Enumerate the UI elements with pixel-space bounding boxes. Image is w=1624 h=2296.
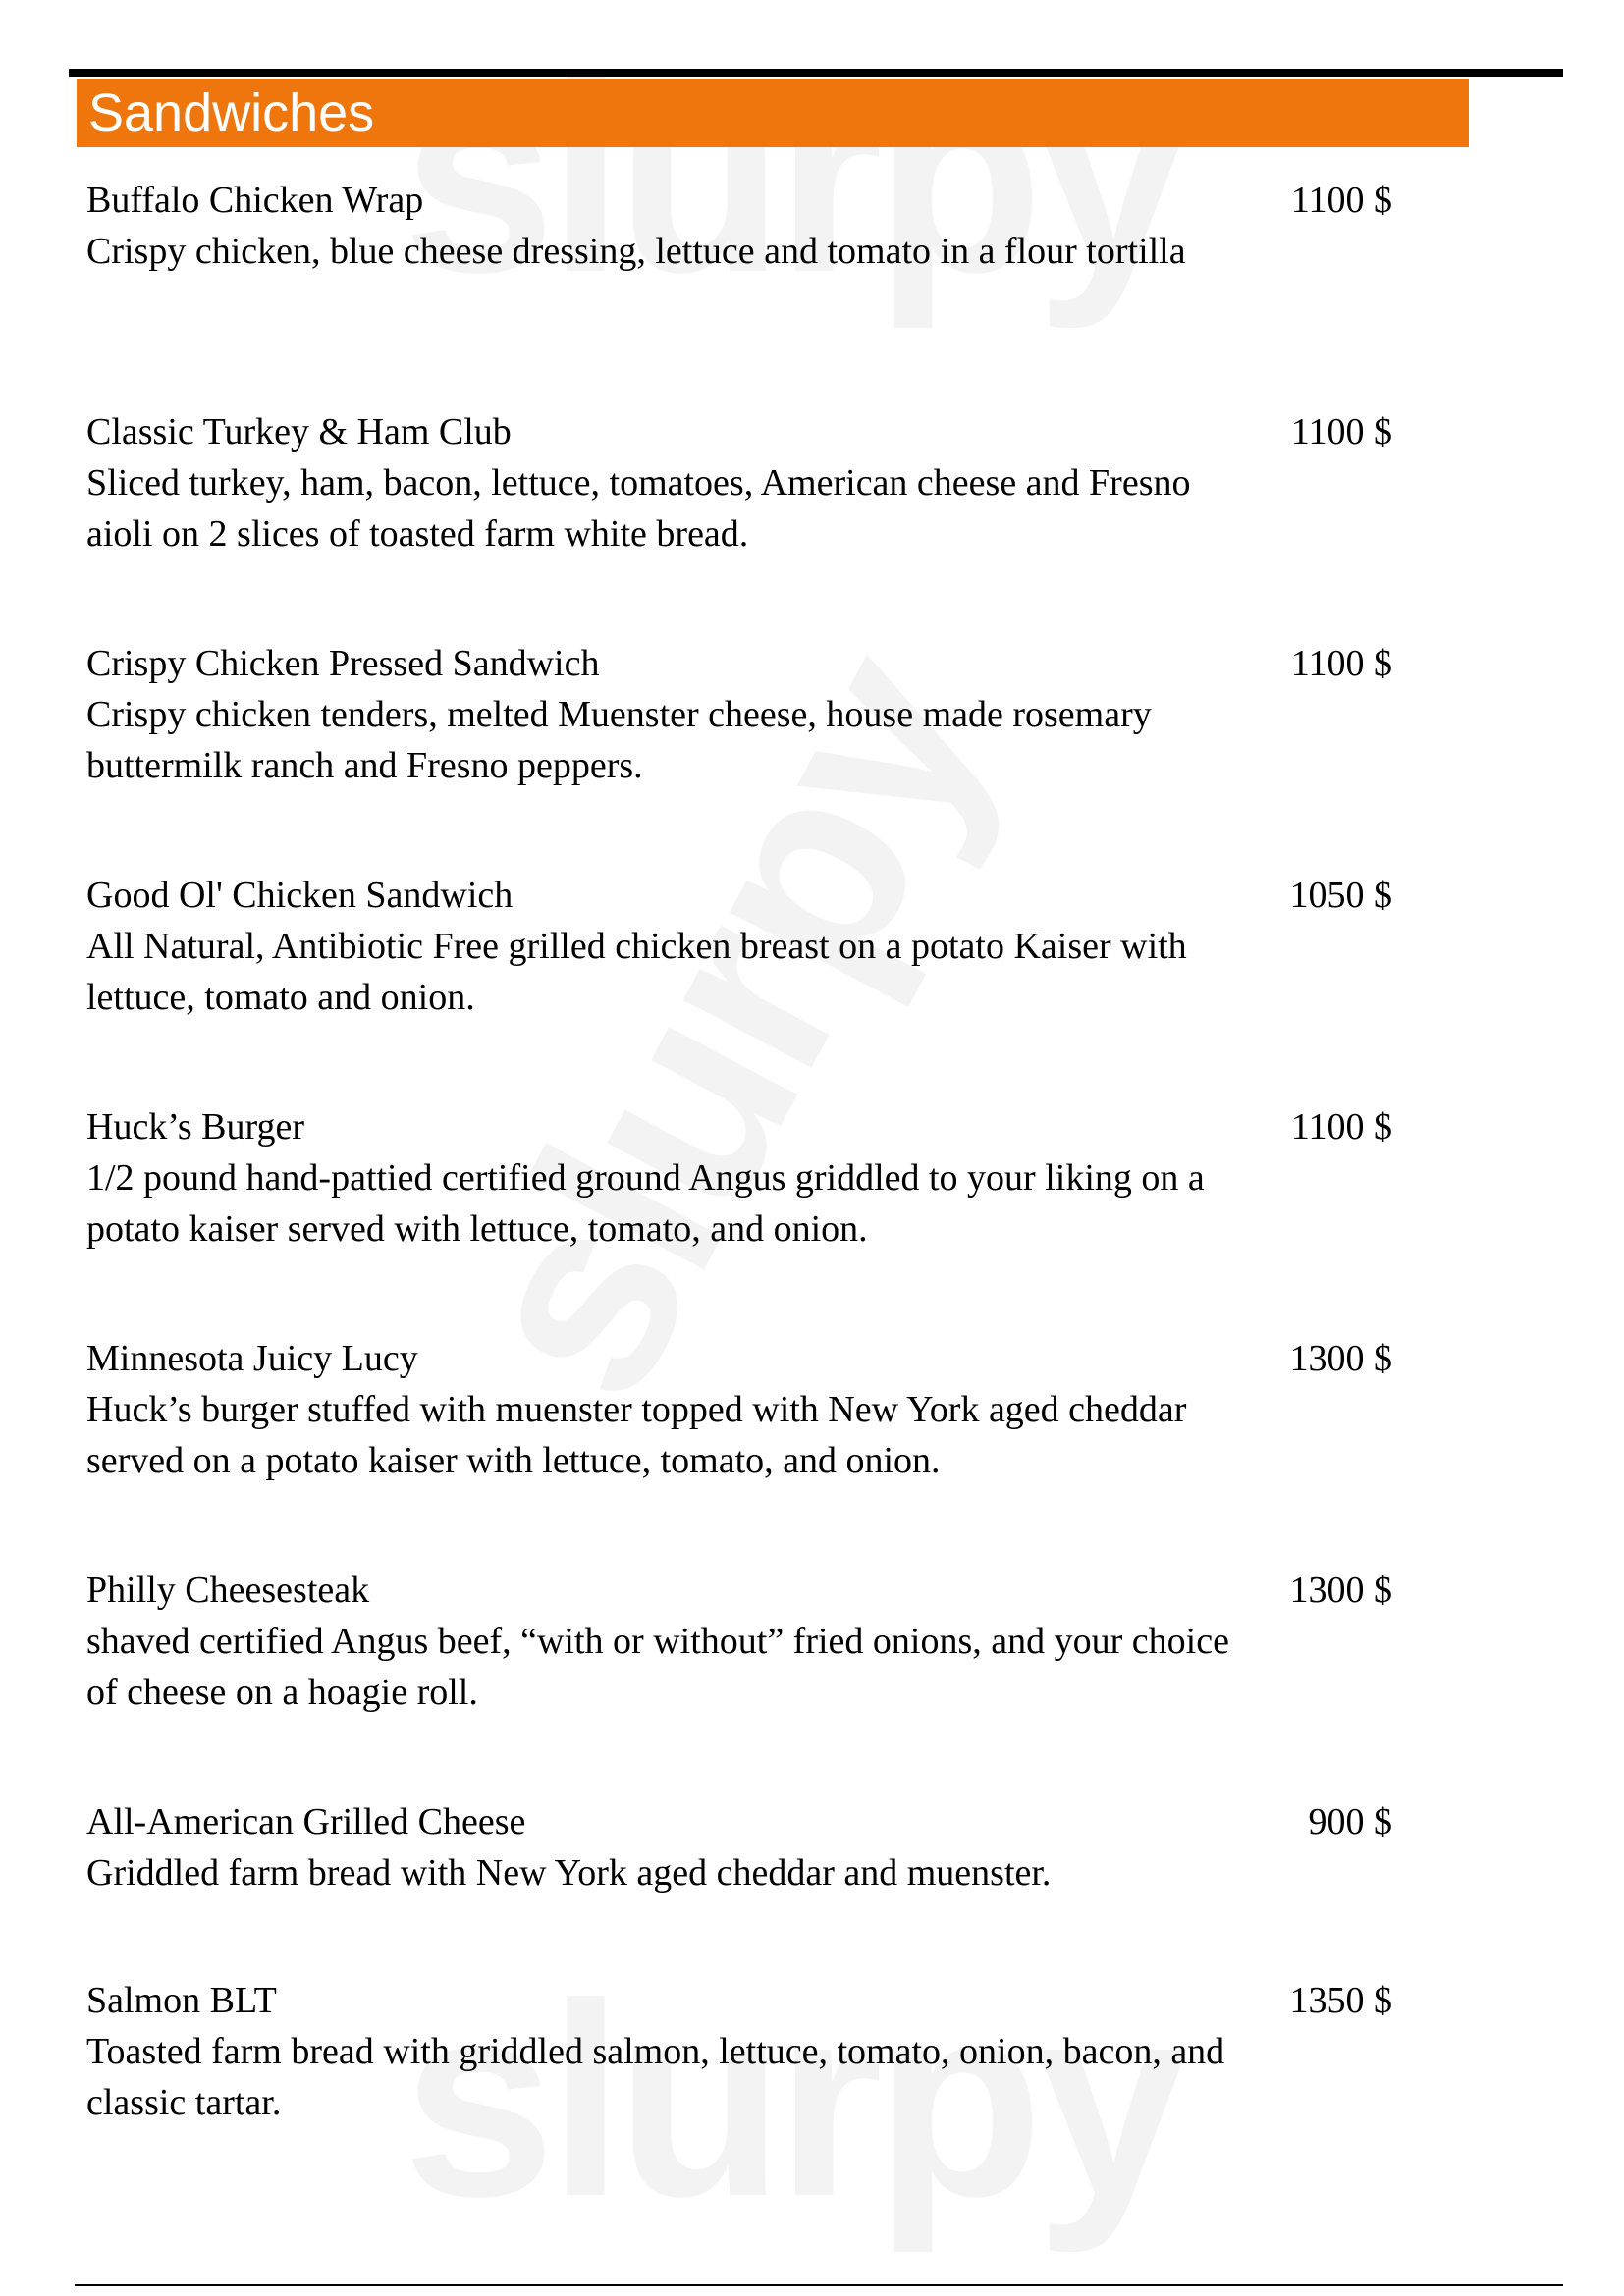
menu-item (86, 1101, 1392, 1333)
item-description: Crispy chicken tenders, melted Muenster cheese, house made rosemary buttermilk ranch and Fresno peppers. (86, 694, 1152, 786)
section-header (77, 79, 1469, 147)
menu-item (86, 638, 1392, 870)
item-price: 1100 $ (1290, 1106, 1392, 1148)
menu-list (86, 175, 1392, 2207)
menu-item (86, 1565, 1392, 1796)
item-name: Salmon BLT (86, 1980, 277, 2021)
item-description: Toasted farm bread with griddled salmon, lettuce, tomato, onion, bacon, and classic tartar. (86, 2031, 1225, 2123)
menu-item (86, 175, 1392, 406)
top-rule (69, 69, 1563, 77)
bottom-rule (75, 2284, 1563, 2286)
item-name: Philly Cheesesteak (86, 1570, 370, 1611)
item-name: Classic Turkey & Ham Club (86, 411, 512, 453)
item-price: 1300 $ (1289, 1570, 1392, 1611)
item-description: 1/2 pound hand-pattied certified ground Angus griddled to your liking on a potato kaiser served with lettuce, tomato, and onion. (86, 1157, 1205, 1250)
item-price: 1050 $ (1289, 875, 1392, 916)
item-price: 1350 $ (1289, 1980, 1392, 2021)
item-name: Minnesota Juicy Lucy (86, 1338, 418, 1379)
item-name: Good Ol' Chicken Sandwich (86, 875, 514, 916)
menu-item (86, 1975, 1392, 2207)
item-description: shaved certified Angus beef, “with or without” fried onions, and your choice of cheese on a hoagie roll. (86, 1621, 1229, 1713)
item-price: 1300 $ (1289, 1338, 1392, 1379)
item-price: 1100 $ (1290, 411, 1392, 453)
item-price: 900 $ (1308, 1801, 1392, 1842)
item-name: Crispy Chicken Pressed Sandwich (86, 643, 600, 684)
item-name: All-American Grilled Cheese (86, 1801, 526, 1842)
item-name: Huck’s Burger (86, 1106, 304, 1148)
menu-item (86, 870, 1392, 1101)
menu-item (86, 1796, 1392, 1975)
item-description: Crispy chicken, blue cheese dressing, lettuce and tomato in a flour tortilla (86, 231, 1186, 272)
section-title: Sandwiches (88, 83, 375, 142)
menu-item (86, 1333, 1392, 1565)
item-description: All Natural, Antibiotic Free grilled chicken breast on a potato Kaiser with lettuce, tomato and onion. (86, 926, 1187, 1018)
item-description: Griddled farm bread with New York aged cheddar and muenster. (86, 1852, 1052, 1894)
menu-item (86, 406, 1392, 638)
item-description: Sliced turkey, ham, bacon, lettuce, tomatoes, American cheese and Fresno aioli on 2 slices of toasted farm white bread. (86, 462, 1191, 555)
item-description: Huck’s burger stuffed with muenster topped with New York aged cheddar served on a potato kaiser with lettuce, tomato, and onion. (86, 1389, 1187, 1481)
item-price: 1100 $ (1290, 180, 1392, 221)
item-name: Buffalo Chicken Wrap (86, 180, 424, 221)
item-price: 1100 $ (1290, 643, 1392, 684)
